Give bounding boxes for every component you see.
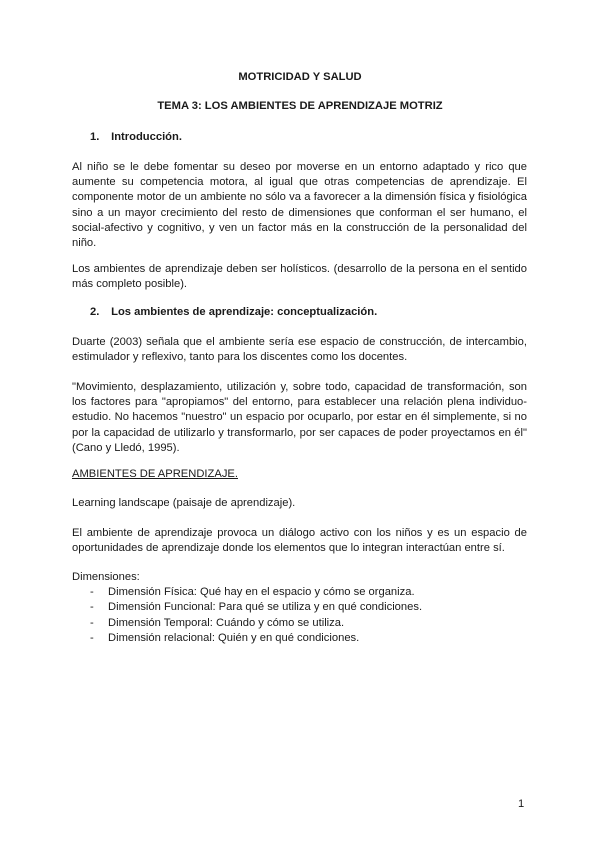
document-title: MOTRICIDAD Y SALUD: [238, 71, 362, 83]
list-dash: -: [90, 631, 94, 644]
dimension-relational: Dimensión relacional: Quién y en qué condiciones.: [108, 631, 360, 644]
section-2-heading: [90, 305, 377, 320]
list-item: [72, 616, 527, 631]
conceptualization-quote: "Movimiento, desplazamiento, utilización y, sobre todo, capacidad de transformación, son los factores para "apropiamos" del entorno, para establecer una relación plena individuo-estudio. No hacemos "nuestro" un espacio por ocuparlo, por estar en él simplemente, si no por la capacidad de utilizarlo y transformarlo, por ser capaces de poder proyectamos en él"(Cano y Lledó, 1995).: [72, 381, 527, 454]
section-1-title: Introducción.: [111, 131, 182, 143]
section-2-title: Los ambientes de aprendizaje: conceptualización.: [111, 306, 378, 318]
list-dash: -: [90, 601, 94, 614]
dimension-physical: Dimensión Física: Qué hay en el espacio y cómo se organiza.: [108, 586, 415, 599]
list-dash: -: [90, 586, 94, 599]
page-number: 1: [518, 798, 525, 810]
document-subtitle: TEMA 3: LOS AMBIENTES DE APRENDIZAJE MOTRIZ: [157, 100, 443, 112]
list-item: [72, 585, 527, 600]
list-item: [72, 631, 527, 646]
list-dash: -: [90, 616, 94, 629]
intro-paragraph-2: Los ambientes de aprendizaje deben ser holísticos. (desarrollo de la persona en el sentido más completo posible).: [72, 263, 527, 291]
ambientes-heading: AMBIENTES DE APRENDIZAJE.: [72, 468, 238, 480]
ambientes-paragraph-2: El ambiente de aprendizaje provoca un diálogo activo con los niños y es un espacio de oportunidades de aprendizaje donde los elementos que lo integran interactúan entre sí.: [72, 527, 527, 555]
conceptualization-paragraph-1: Duarte (2003) señala que el ambiente sería ese espacio de construcción, de intercambio, estimulador y reflexivo, tanto para los discentes como los docentes.: [72, 336, 527, 364]
section-1-heading: [90, 130, 182, 145]
dimensions-block: [72, 570, 527, 646]
dimension-temporal: Dimensión Temporal: Cuándo y cómo se utiliza.: [108, 616, 345, 629]
ambientes-paragraph-1: Learning landscape (paisaje de aprendizaje).: [72, 497, 296, 509]
section-1-number: 1.: [90, 131, 100, 143]
dimensions-label: Dimensiones:: [72, 571, 140, 583]
list-item: [72, 600, 527, 615]
section-2-number: 2.: [90, 306, 100, 318]
dimension-functional: Dimensión Funcional: Para qué se utiliza y en qué condiciones.: [108, 601, 423, 614]
intro-paragraph-1: Al niño se le debe fomentar su deseo por moverse en un entorno adaptado y rico que aumente su competencia motora, al igual que otras competencias de aprendizaje. El componente motor de un ambiente no sólo va a favorecer a la dimensión física y fisiológica sino a un mayor crecimiento del resto de dimensiones que conforman el ser humano, el social-afectivo y cognitivo, y ven un factor más en la construcción de la personalidad del niño.: [72, 161, 527, 250]
